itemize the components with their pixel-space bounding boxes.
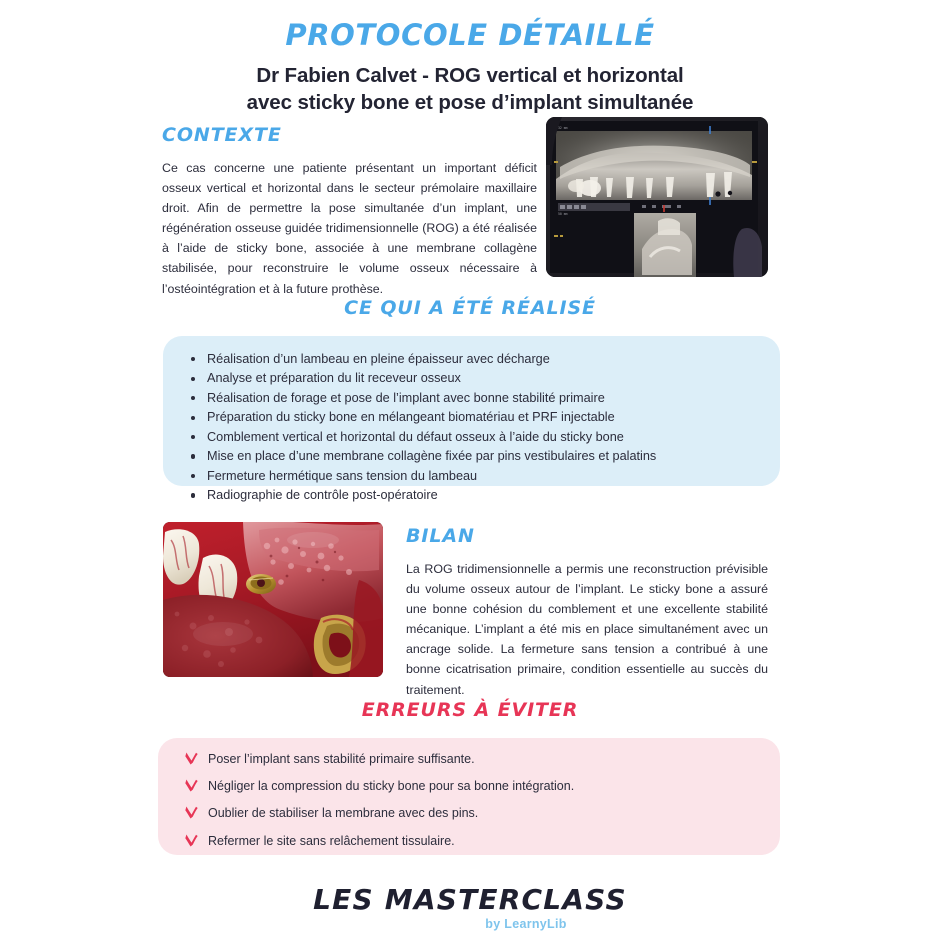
list-item: Fermeture hermétique sans tension du lambeau <box>189 468 754 484</box>
surgery-image <box>163 522 383 677</box>
cross-icon <box>184 833 199 848</box>
svg-text:32 mm: 32 mm <box>558 126 568 130</box>
contexte-heading: CONTEXTE <box>162 124 282 146</box>
list-item: Radiographie de contrôle post-opératoire <box>189 487 754 503</box>
list-item: Réalisation de forage et pose de l’implant avec bonne stabilité primaire <box>189 390 754 406</box>
radiograph-image <box>546 117 768 277</box>
contexte-section <box>162 126 537 299</box>
erreur-text: Oublier de stabiliser la membrane avec des pins. <box>208 806 479 821</box>
subtitle-line-2: avec sticky bone et pose d’implant simultanée <box>246 90 694 114</box>
cross-icon <box>184 778 199 793</box>
list-item: Réalisation d’un lambeau en pleine épaisseur avec décharge <box>189 351 754 367</box>
erreurs-box <box>158 738 780 855</box>
brand-tagline: by LearnyLib <box>485 917 567 931</box>
realise-heading-wrap <box>0 299 940 318</box>
list-item: Préparation du sticky bone en mélangeant biomatériau et PRF injectable <box>189 409 754 425</box>
page-subtitle <box>0 62 940 116</box>
erreur-text: Négliger la compression du sticky bone pour sa bonne intégration. <box>208 779 575 794</box>
realise-box <box>163 336 780 503</box>
list-item <box>184 834 754 849</box>
surgery-illustration <box>163 522 383 677</box>
list-item <box>184 779 754 794</box>
erreur-text: Refermer le site sans relâchement tissulaire. <box>208 833 455 848</box>
list-item <box>184 752 754 767</box>
radiograph-illustration <box>546 117 768 277</box>
erreurs-list <box>184 752 754 849</box>
cross-icon <box>184 805 199 820</box>
erreur-text: Poser l’implant sans stabilité primaire suffisante. <box>208 752 475 766</box>
page-title: PROTOCOLE DÉTAILLÉ <box>285 18 655 52</box>
footer <box>0 883 940 931</box>
erreurs-heading-wrap <box>0 701 940 720</box>
subtitle-line-1: Dr Fabien Calvet - ROG vertical et horizontal <box>256 63 684 87</box>
list-item: Comblement vertical et horizontal du défaut osseux à l’aide du sticky bone <box>189 429 754 445</box>
bilan-heading: BILAN <box>406 525 475 547</box>
svg-text:50 mm: 50 mm <box>558 212 568 216</box>
cross-icon <box>184 751 199 766</box>
bilan-section <box>406 527 768 700</box>
list-item <box>184 806 754 821</box>
realise-list <box>189 351 754 503</box>
page-header <box>0 20 940 116</box>
brand-logo: LES MASTERCLASS <box>313 883 627 916</box>
contexte-paragraph: Ce cas concerne une patiente présentant un important déficit osseux vertical et horizontal dans le secteur prémolaire maxillaire droit. Afin de permettre la pose simultanée d’un implant, une régénération osseuse guidée tridimensionnelle (ROG) a été réalisée à l’aide de sticky bone, associée à une membrane collagène stabilisée, pour reconstruire le volume osseux nécessaire à l’ostéointégration et à la future prothèse. <box>162 161 537 296</box>
list-item: Analyse et préparation du lit receveur osseux <box>189 370 754 386</box>
bilan-paragraph: La ROG tridimensionnelle a permis une reconstruction prévisible du volume osseux autour de l’implant. Le sticky bone a assuré une bonne cohésion du comblement et une excellente stabilité mécanique. L’implant a été mis en place simultanément avec un ancrage solide. La fermeture sans tension a contribué à une bonne cicatrisation primaire, condition essentielle au succès du traitement. <box>406 562 768 697</box>
erreurs-heading: ERREURS À ÉVITER <box>361 699 579 721</box>
realise-heading: CE QUI A ÉTÉ RÉALISÉ <box>344 297 596 319</box>
list-item: Mise en place d’une membrane collagène fixée par pins vestibulaires et palatins <box>189 448 754 464</box>
